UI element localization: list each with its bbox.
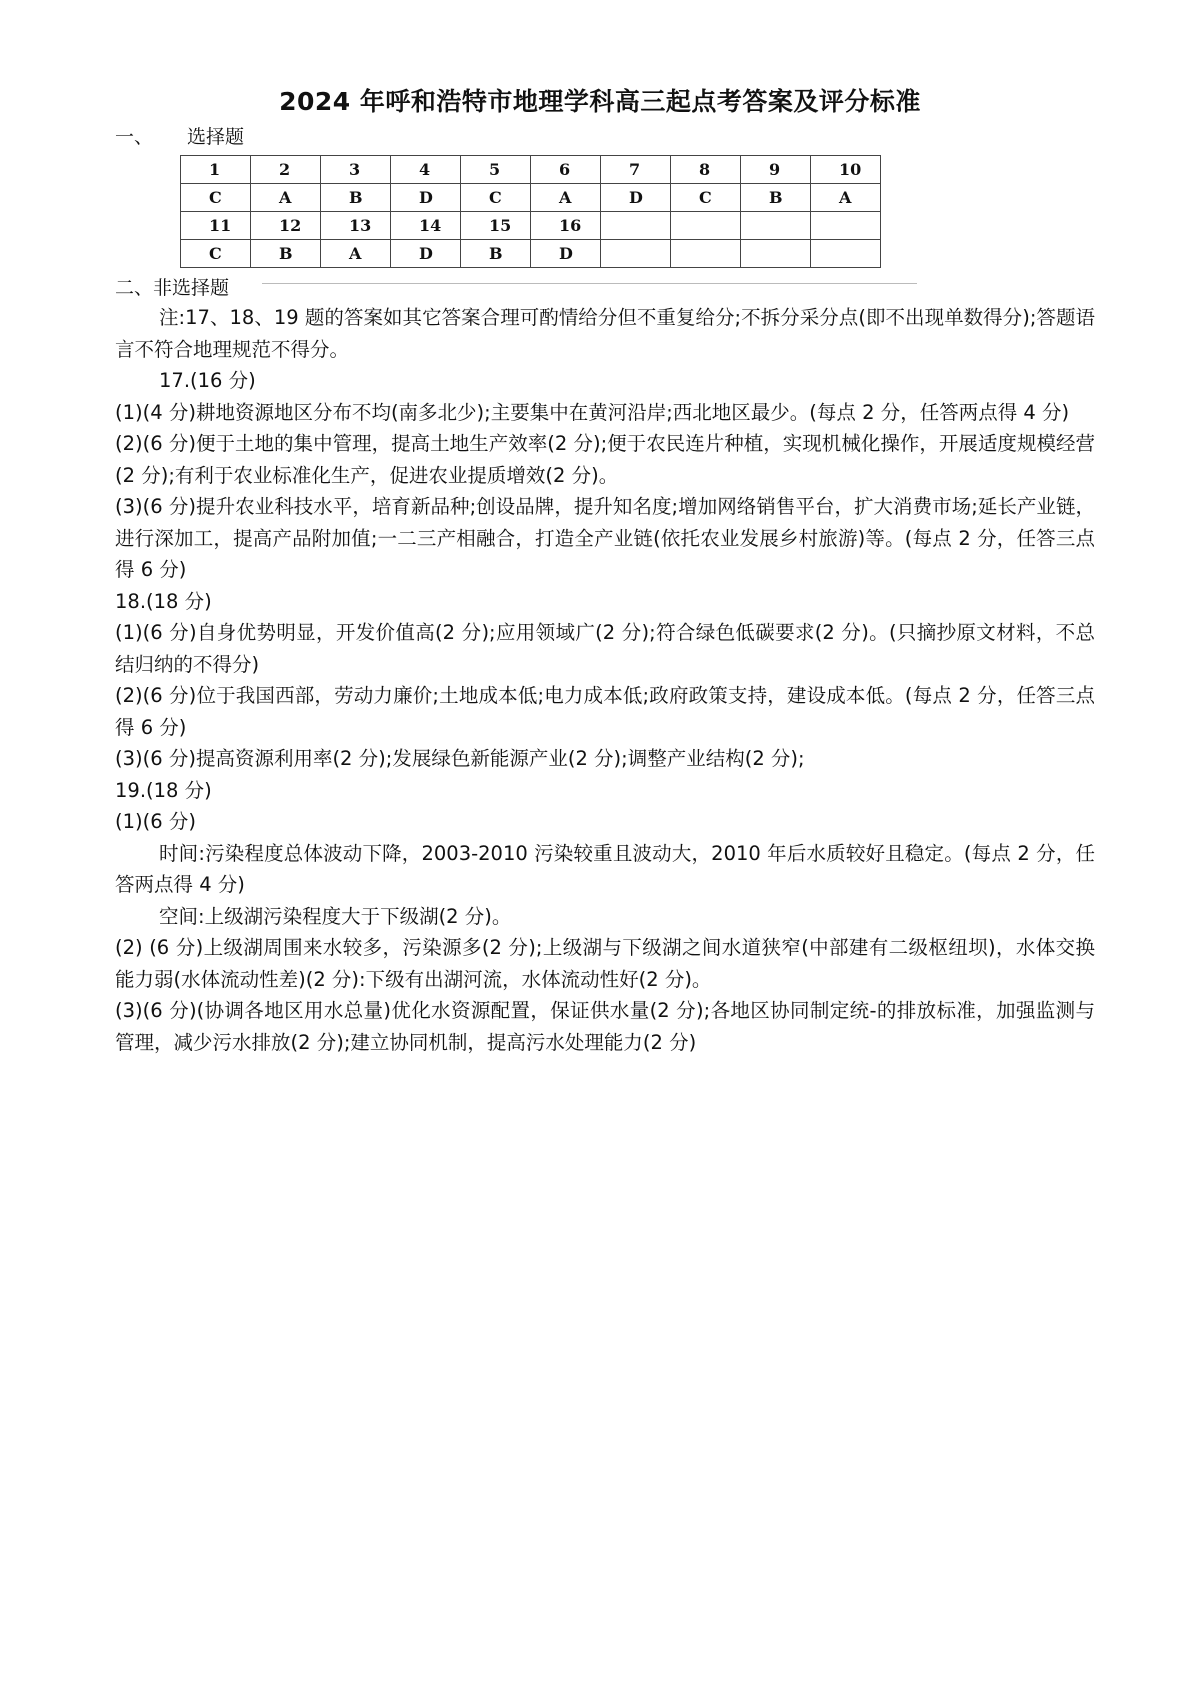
table-cell: 14 [391,212,461,240]
answer-paragraph: (1)(6 分) [115,810,196,833]
answer-paragraph: 17.(16 分) [159,369,256,392]
table-cell: 5 [461,156,531,184]
answer-paragraph: 空间:上级湖污染程度大于下级湖(2 分)。 [159,904,512,928]
table-cell: B [461,240,531,268]
answer-paragraph: 时间:污染程度总体波动下降，2003-2010 污染较重且波动大，2010 年后水质较好且稳定。(每点 2 分，任答两点得 4 分) [115,841,1095,896]
answer-paragraph: 注:17、18、19 题的答案如其它答案合理可酌情给分但不重复给分;不拆分采分点(即不出现单数得分);答题语言不符合地理规范不得分。 [115,306,1095,361]
answer-paragraph: (3)(6 分)提升农业科技水平，培育新品种;创设品牌，提升知名度;增加网络销售平台，扩大消费市场;延长产业链，进行深加工，提高产品附加值;一二三产相融合，打造全产业链(依托农业发展乡村旅游)等。(每点 2 分，任答三点得 6 分) [115,495,1095,581]
table-cell: A [251,184,321,212]
table-cell: 2 [251,156,321,184]
table-cell: A [321,240,391,268]
table-cell: 10 [811,156,881,184]
table-cell: 3 [321,156,391,184]
answer-paragraph: (2)(6 分)位于我国西部，劳动力廉价;土地成本低;电力成本低;政府政策支持，建设成本低。(每点 2 分，任答三点得 6 分) [115,684,1095,739]
answer-paragraph: (1)(6 分)自身优势明显，开发价值高(2 分);应用领域广(2 分);符合绿色低碳要求(2 分)。(只摘抄原文材料，不总结归纳的不得分) [115,621,1095,676]
answer-paragraph: (3)(6 分)提高资源利用率(2 分);发展绿色新能源产业(2 分);调整产业结构(2 分); [115,747,805,770]
table-cell: D [601,184,671,212]
table-row [181,156,881,184]
table-row [181,184,881,212]
page-title: 2024 年呼和浩特市地理学科高三起点考答案及评分标准 [279,87,921,116]
table-cell [601,240,671,268]
table-cell: 12 [251,212,321,240]
table-cell: C [181,184,251,212]
table-cell: 8 [671,156,741,184]
table-cell: 4 [391,156,461,184]
table-cell [671,212,741,240]
section-label: 选择题 [187,126,245,148]
table-cell: B [741,184,811,212]
table-cell: 11 [181,212,251,240]
table-cell: B [251,240,321,268]
answer-table [180,155,881,268]
answer-paragraph: (3)(6 分)(协调各地区用水总量)优化水资源配置，保证供水量(2 分);各地区协同制定统-的排放标准，加强监测与管理，减少污水排放(2 分);建立协同机制，提高污水处理能力(2 分) [115,999,1095,1054]
section-number: 一、 [115,126,154,148]
table-cell: C [461,184,531,212]
table-cell: 9 [741,156,811,184]
table-cell: B [321,184,391,212]
table-cell: 16 [531,212,601,240]
answer-paragraph: (2)(6 分)便于土地的集中管理，提高土地生产效率(2 分);便于农民连片种植，实现机械化操作，开展适度规模经营(2 分);有利于农业标准化生产，促进农业提质增效(2 分)。 [115,432,1095,487]
table-row [181,212,881,240]
table-cell: D [391,240,461,268]
table-cell: D [391,184,461,212]
table-cell [811,212,881,240]
table-cell: 13 [321,212,391,240]
divider [262,283,917,284]
table-cell: 1 [181,156,251,184]
answer-body-text [115,302,1095,1058]
table-row [181,240,881,268]
table-cell: 15 [461,212,531,240]
answer-paragraph: 18.(18 分) [115,589,212,613]
section-heading-nonchoice: 二、非选择题 [115,277,230,299]
answer-paragraph: 19.(18 分) [115,778,212,802]
answer-paragraph: (1)(4 分)耕地资源地区分布不均(南多北少);主要集中在黄河沿岸;西北地区最少。(每点 2 分，任答两点得 4 分) [115,400,1070,424]
table-cell: A [531,184,601,212]
table-cell: A [811,184,881,212]
table-cell [811,240,881,268]
table-cell: C [671,184,741,212]
table-cell [741,212,811,240]
table-cell: C [181,240,251,268]
table-cell: D [531,240,601,268]
table-cell: 7 [601,156,671,184]
table-cell [741,240,811,268]
table-cell: 6 [531,156,601,184]
section-heading-choice [115,122,244,149]
answer-paragraph: (2) (6 分)上级湖周围来水较多，污染源多(2 分);上级湖与下级湖之间水道狭窄(中部建有二级枢纽坝)，水体交换能力弱(水体流动性差)(2 分):下级有出湖河流，水体流动性好(2 分)。 [115,936,1095,991]
table-cell [601,212,671,240]
table-cell [671,240,741,268]
